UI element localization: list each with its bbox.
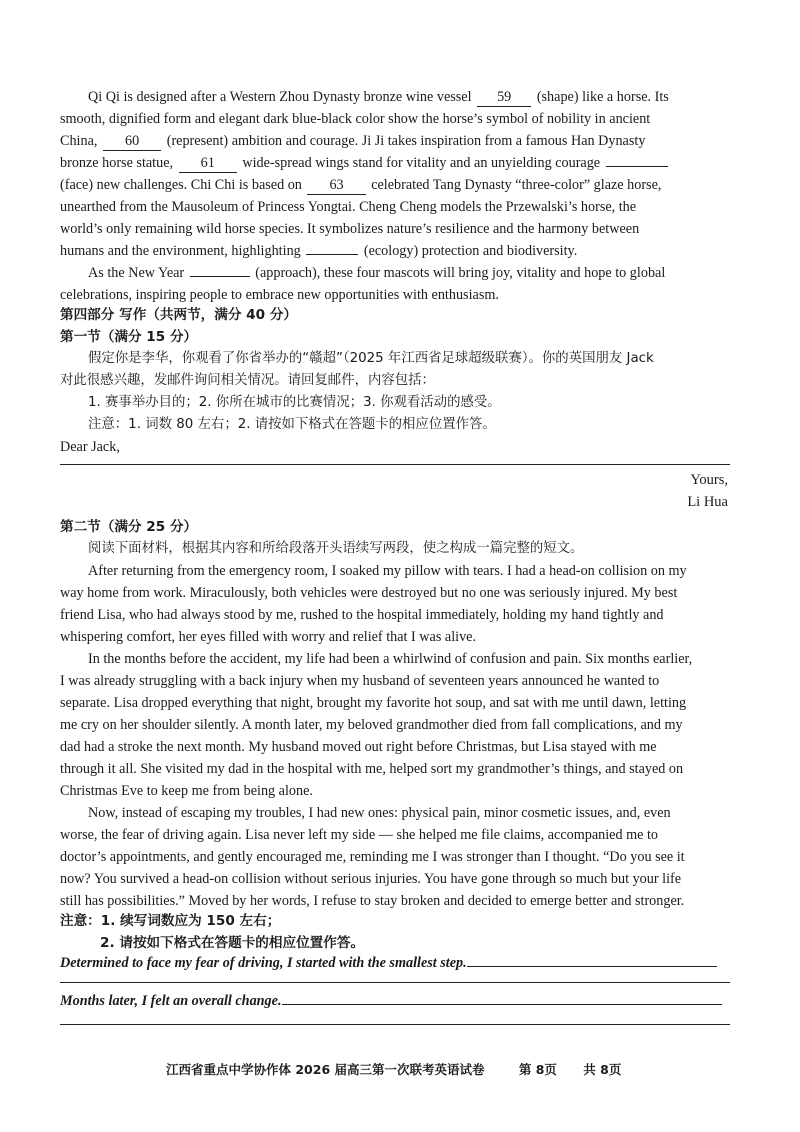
passage-line-6: unearthed from the Mausoleum of Princess Yongtai. Cheng Cheng models the Przewalski’s horse, the: [60, 199, 637, 215]
letter-closing: Yours,: [690, 472, 728, 488]
footer-page-number: 第 8页: [518, 1062, 557, 1077]
passage-line-5: (face) new challenges. Chi Chi is based on 63 celebrated Tang Dynasty “three-color” glaze horse,: [60, 177, 662, 193]
continuation-prompt-1-row: [60, 952, 730, 974]
prompt-2-writing-line[interactable]: [282, 1004, 722, 1005]
story-p1-line: way home from work. Miraculously, both vehicles were destroyed but no one was seriously injured. My best: [60, 585, 678, 601]
passage-line-8: humans and the environment, highlighting (ecology) protection and biodiversity.: [60, 243, 578, 259]
letter-salutation: Dear Jack,: [60, 439, 120, 455]
story-p1-line: After returning from the emergency room, I soaked my pillow with tears. I had a head-on collision on my: [88, 563, 687, 579]
story-p1-line: whispering comfort, her eyes filled with worry and relief that I was alive.: [60, 629, 477, 645]
prompt-1-writing-line[interactable]: [467, 966, 717, 967]
story-p3-line: doctor’s appointments, and gently encouraged me, reminding me I was stronger than I thought. “Do you see it: [60, 849, 685, 865]
continuation-prompt-2-row: [60, 990, 730, 1012]
passage-line-10: celebrations, inspiring people to embrace new opportunities with enthusiasm.: [60, 287, 499, 303]
section1-note: 注意：1. 词数 80 左右；2. 请按如下格式在答题卡的相应位置作答。: [88, 417, 496, 432]
passage-line-9: As the New Year (approach), these four mascots will bring joy, vitality and hope to global: [88, 265, 666, 281]
blank-61[interactable]: 61: [179, 154, 237, 173]
continuation-prompt-1: Determined to face my fear of driving, I started with the smallest step.: [60, 955, 467, 971]
passage-line-7: world’s only remaining wild horse species. It symbolizes nature’s resilience and the harmony between: [60, 221, 640, 237]
story-p2-line: through it all. She visited my dad in the hospital with me, helped sort my grandmother’s things, and stayed on: [60, 761, 684, 777]
story-p2-line: Christmas Eve to keep me from being alone.: [60, 783, 313, 799]
story-p3-line: worse, the fear of driving again. Lisa never left my side — she helped me file claims, accompanied me to: [60, 827, 659, 843]
story-p2-line: I was already struggling with a back injury when my husband of seventeen years announced he wanted to: [60, 673, 660, 689]
story-p3-line: Now, instead of escaping my troubles, I had new ones: physical pain, minor cosmetic issues, and, even: [88, 805, 671, 821]
blank-63[interactable]: 63: [307, 176, 365, 195]
writing-part-title: 第四部分 写作（共两节，满分 40 分）: [60, 307, 298, 323]
blank-60[interactable]: 60: [103, 132, 161, 151]
page-footer: [166, 1060, 621, 1078]
letter-signature: Li Hua: [687, 494, 728, 510]
story-p2-line: dad had a stroke the next month. My husband moved out right before Christmas, but Lisa stayed with me: [60, 739, 657, 755]
blank-59[interactable]: 59: [477, 88, 531, 107]
continuation-note-1: 注意：1. 续写词数应为 150 左右；: [60, 913, 281, 929]
blank-65[interactable]: [190, 276, 250, 277]
continuation-note-2: 2. 请按如下格式在答题卡的相应位置作答。: [100, 935, 365, 951]
blank-64[interactable]: [306, 254, 358, 255]
story-p3-line: now? You survived a head-on collision without serious injuries. You have gone through so much but your life: [60, 871, 682, 887]
passage-line-1: Qi Qi is designed after a Western Zhou Dynasty bronze wine vessel 59 (shape) like a horse. Its: [88, 89, 669, 105]
section1-prompt-2: 对此很感兴趣，发邮件询问相关情况。请回复邮件，内容包括：: [60, 373, 435, 388]
writing-line[interactable]: [60, 1024, 730, 1025]
story-p2-line: separate. Lisa dropped everything that night, brought my favorite hot soup, and sat with me until dawn, letting: [60, 695, 687, 711]
section1-title: 第一节（满分 15 分）: [60, 329, 198, 345]
passage-line-3: China, 60 (represent) ambition and courage. Ji Ji takes inspiration from a famous Han Dynasty: [60, 133, 646, 149]
writing-line[interactable]: [60, 982, 730, 983]
story-p1-line: friend Lisa, who had always stood by me, rushed to the hospital immediately, holding my hand tightly and: [60, 607, 664, 623]
section1-prompt-1: 假定你是李华，你观看了你省举办的“赣超”（2025 年江西省足球超级联赛）。你的英国朋友 Jack: [88, 351, 654, 366]
continuation-prompt-2: Months later, I felt an overall change.: [60, 993, 282, 1009]
section2-instruction: 阅读下面材料，根据其内容和所给段落开头语续写两段，使之构成一篇完整的短文。: [88, 541, 584, 556]
story-p2-line: In the months before the accident, my life had been a whirlwind of confusion and pain. Six months earlier,: [88, 651, 693, 667]
blank-62[interactable]: [606, 166, 668, 167]
passage-line-4: bronze horse statue, 61 wide-spread wings stand for vitality and an unyielding courage: [60, 152, 730, 174]
footer-title: 江西省重点中学协作体 2026 届高三第一次联考英语试卷: [166, 1062, 485, 1077]
story-p3-line: still has possibilities.” Moved by her words, I refuse to stay broken and decided to emerge better and stronger.: [60, 893, 685, 909]
footer-total-pages: 共 8页: [583, 1062, 622, 1077]
story-p2-line: me cry on her shoulder silently. A month later, my beloved grandmother died from fall complications, and my: [60, 717, 683, 733]
section2-title: 第二节（满分 25 分）: [60, 519, 198, 535]
section1-items: 1. 赛事举办目的；2. 你所在城市的比赛情况；3. 你观看活动的感受。: [88, 395, 501, 410]
passage-line-2: smooth, dignified form and elegant dark blue-black color show the horse’s symbol of nobility in ancient: [60, 111, 651, 127]
letter-writing-line[interactable]: [60, 464, 730, 465]
